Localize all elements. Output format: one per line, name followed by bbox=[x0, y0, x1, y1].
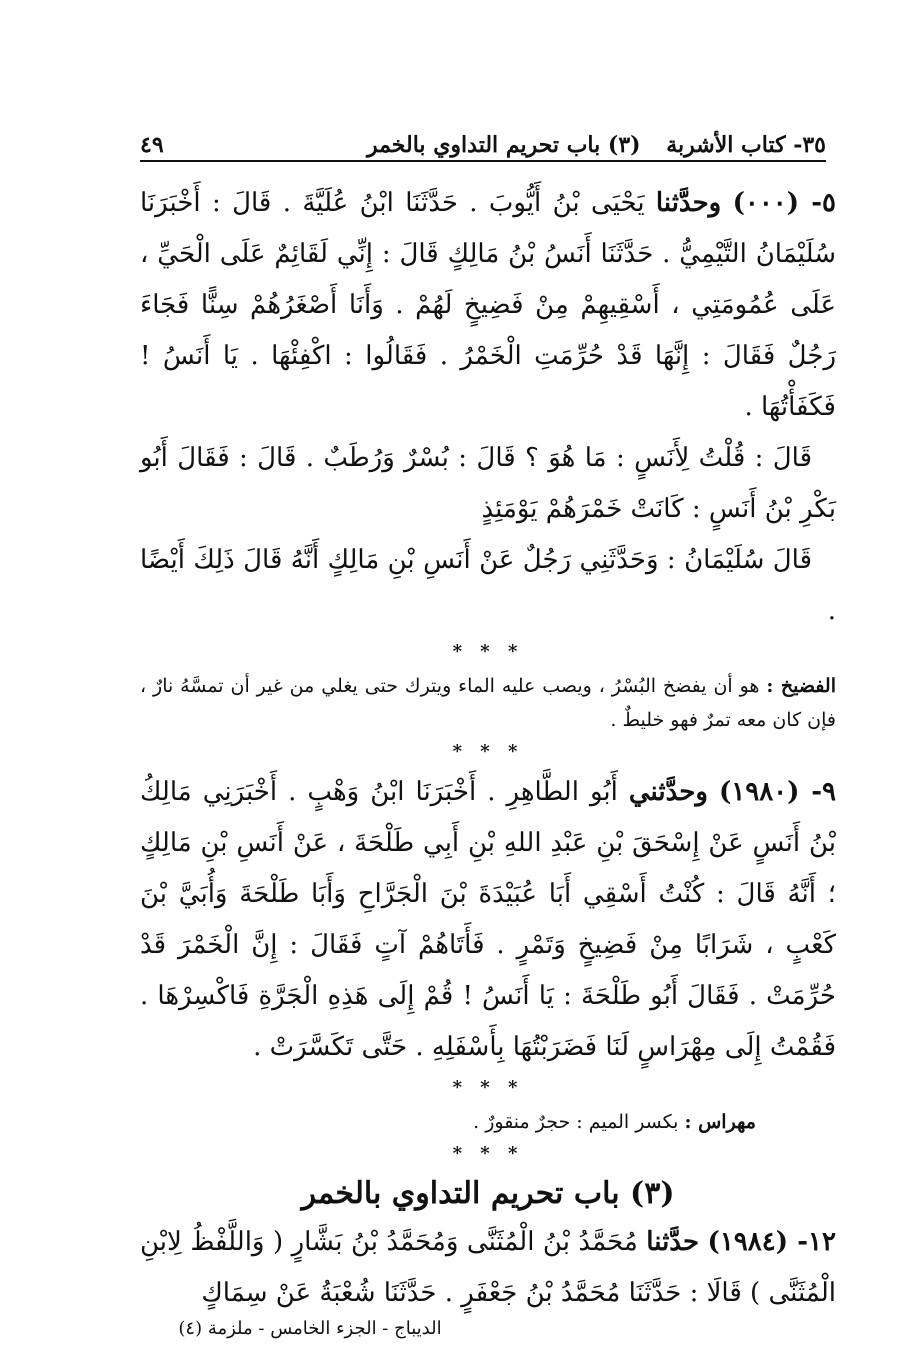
header-titles bbox=[349, 132, 826, 158]
header-chapter: ٣٥- كتاب الأشربة bbox=[666, 132, 826, 158]
page-number: ٤٩ bbox=[140, 132, 164, 158]
page-footer: الديباج - الجزء الخامس - ملزمة (٤) bbox=[178, 1318, 442, 1339]
note-text: هو أن يفضخ البُسْرُ ، ويصب عليه الماء ويترك حتى يغلي من غير أن تمسَّهُ نارٌ ، فإن كان معه تمرٌ فهو خليطٌ . bbox=[140, 675, 836, 731]
separator: * * * bbox=[452, 1077, 524, 1098]
hadith-12 bbox=[140, 1217, 836, 1319]
hadith-lead: وحدَّثنا bbox=[655, 188, 722, 218]
hadith-number: ٩- (١٩٨٠) bbox=[718, 777, 836, 807]
separator: * * * bbox=[452, 641, 524, 662]
hadith-5-addendum: قَالَ سُلَيْمَانُ : وَحَدَّثَنِي رَجُلٌ عَنْ أَنَسِ بْنِ مَالِكٍ أَنَّهُ قَالَ ذَلِكَ أَيْضًا . bbox=[140, 545, 836, 626]
hadith-5 bbox=[140, 178, 836, 433]
note-term: الفضيخ : bbox=[766, 675, 836, 697]
glossary-note bbox=[140, 669, 836, 737]
header-rule bbox=[140, 160, 826, 162]
hadith-lead: حدَّثنا bbox=[646, 1227, 700, 1257]
main-text bbox=[140, 178, 836, 1319]
hadith-number: ٥- (٠٠٠) bbox=[732, 188, 836, 218]
note-text: بكسر الميم : حجرٌ منقورٌ . bbox=[473, 1111, 679, 1133]
separator: * * * bbox=[452, 1143, 524, 1164]
hadith-text: مُحَمَّدُ بْنُ الْمُثَنَّى وَمُحَمَّدُ بْنُ بَشَّارٍ ( وَاللَّفْظُ لِابْنِ الْمُثَنَّى ) قَالَا : حَدَّثَنَا مُحَمَّدُ بْنُ جَعْفَرٍ . حَدَّثَنَا شُعْبَةُ عَنْ سِمَاكٍ bbox=[140, 1227, 836, 1308]
hadith-5-continuation: قَالَ : قُلْتُ لِأَنَسٍ : مَا هُوَ ؟ قَالَ : بُسْرٌ وَرُطَبٌ . قَالَ : فَقَالَ أَبُو بَكْرِ بْنُ أَنَسٍ : كَانَتْ خَمْرَهُمْ يَوْمَئِذٍ bbox=[140, 443, 836, 524]
hadith-text: أَبُو الطَّاهِرِ . أَخْبَرَنَا ابْنُ وَهْبٍ . أَخْبَرَنِي مَالِكُ بْنُ أَنَسٍ عَنْ إِسْحَقَ بْنِ عَبْدِ اللهِ بْنِ أَبِي طَلْحَةَ ، عَنْ أَنَسِ بْنِ مَالِكٍ ؛ أَنَّهُ قَالَ : كُنْتُ أَسْقِي أَبَا عُبَيْدَةَ بْنَ الْجَرَّاحِ وَأَبَا طَلْحَةَ وَأُبَيَّ بْنَ كَعْبٍ ، شَرَابًا مِنْ فَضِيخٍ وَتَمْرٍ . فَأَتَاهُمْ آتٍ فَقَالَ : إِنَّ الْخَمْرَ قَدْ حُرِّمَتْ . فَقَالَ أَبُو طَلْحَةَ : يَا أَنَسُ ! قُمْ إِلَى هَذِهِ الْجَرَّةِ فَاكْسِرْهَا . فَقُمْتُ إِلَى مِهْرَاسٍ لَنَا فَضَرَبْتُهَا بِأَسْفَلِهِ . حَتَّى تَكَسَّرَتْ . bbox=[140, 777, 836, 1062]
glossary-note bbox=[140, 1105, 836, 1139]
running-header bbox=[140, 118, 826, 158]
chapter-title: (٣) باب تحريم التداوي بالخمر bbox=[301, 1176, 675, 1211]
hadith-number: ١٢- (١٩٨٤) bbox=[707, 1227, 836, 1257]
note-term: مهراس : bbox=[684, 1111, 756, 1133]
hadith-9 bbox=[140, 767, 836, 1073]
separator: * * * bbox=[452, 741, 524, 762]
header-section: (٣) باب تحريم التداوي بالخمر bbox=[366, 132, 641, 158]
hadith-text: يَحْيَى بْنُ أَيُّوبَ . حَدَّثَنَا ابْنُ عُلَيَّةَ . قَالَ : أَخْبَرَنَا سُلَيْمَانُ التَّيْمِيُّ . حَدَّثَنَا أَنَسُ بْنُ مَالِكٍ قَالَ : إِنِّي لَقَائِمٌ عَلَى الْحَيِّ ، عَلَى عُمُومَتِي ، أَسْقِيهِمْ مِنْ فَضِيخٍ لَهُمْ . وَأَنَا أَصْغَرُهُمْ سِنًّا فَجَاءَ رَجُلٌ فَقَالَ : إِنَّهَا قَدْ حُرِّمَتِ الْخَمْرُ . فَقَالُوا : اكْفِئْهَا . يَا أَنَسُ ! فَكَفَأْتُهَا . bbox=[140, 188, 836, 422]
hadith-lead: وحدَّثني bbox=[628, 777, 708, 807]
